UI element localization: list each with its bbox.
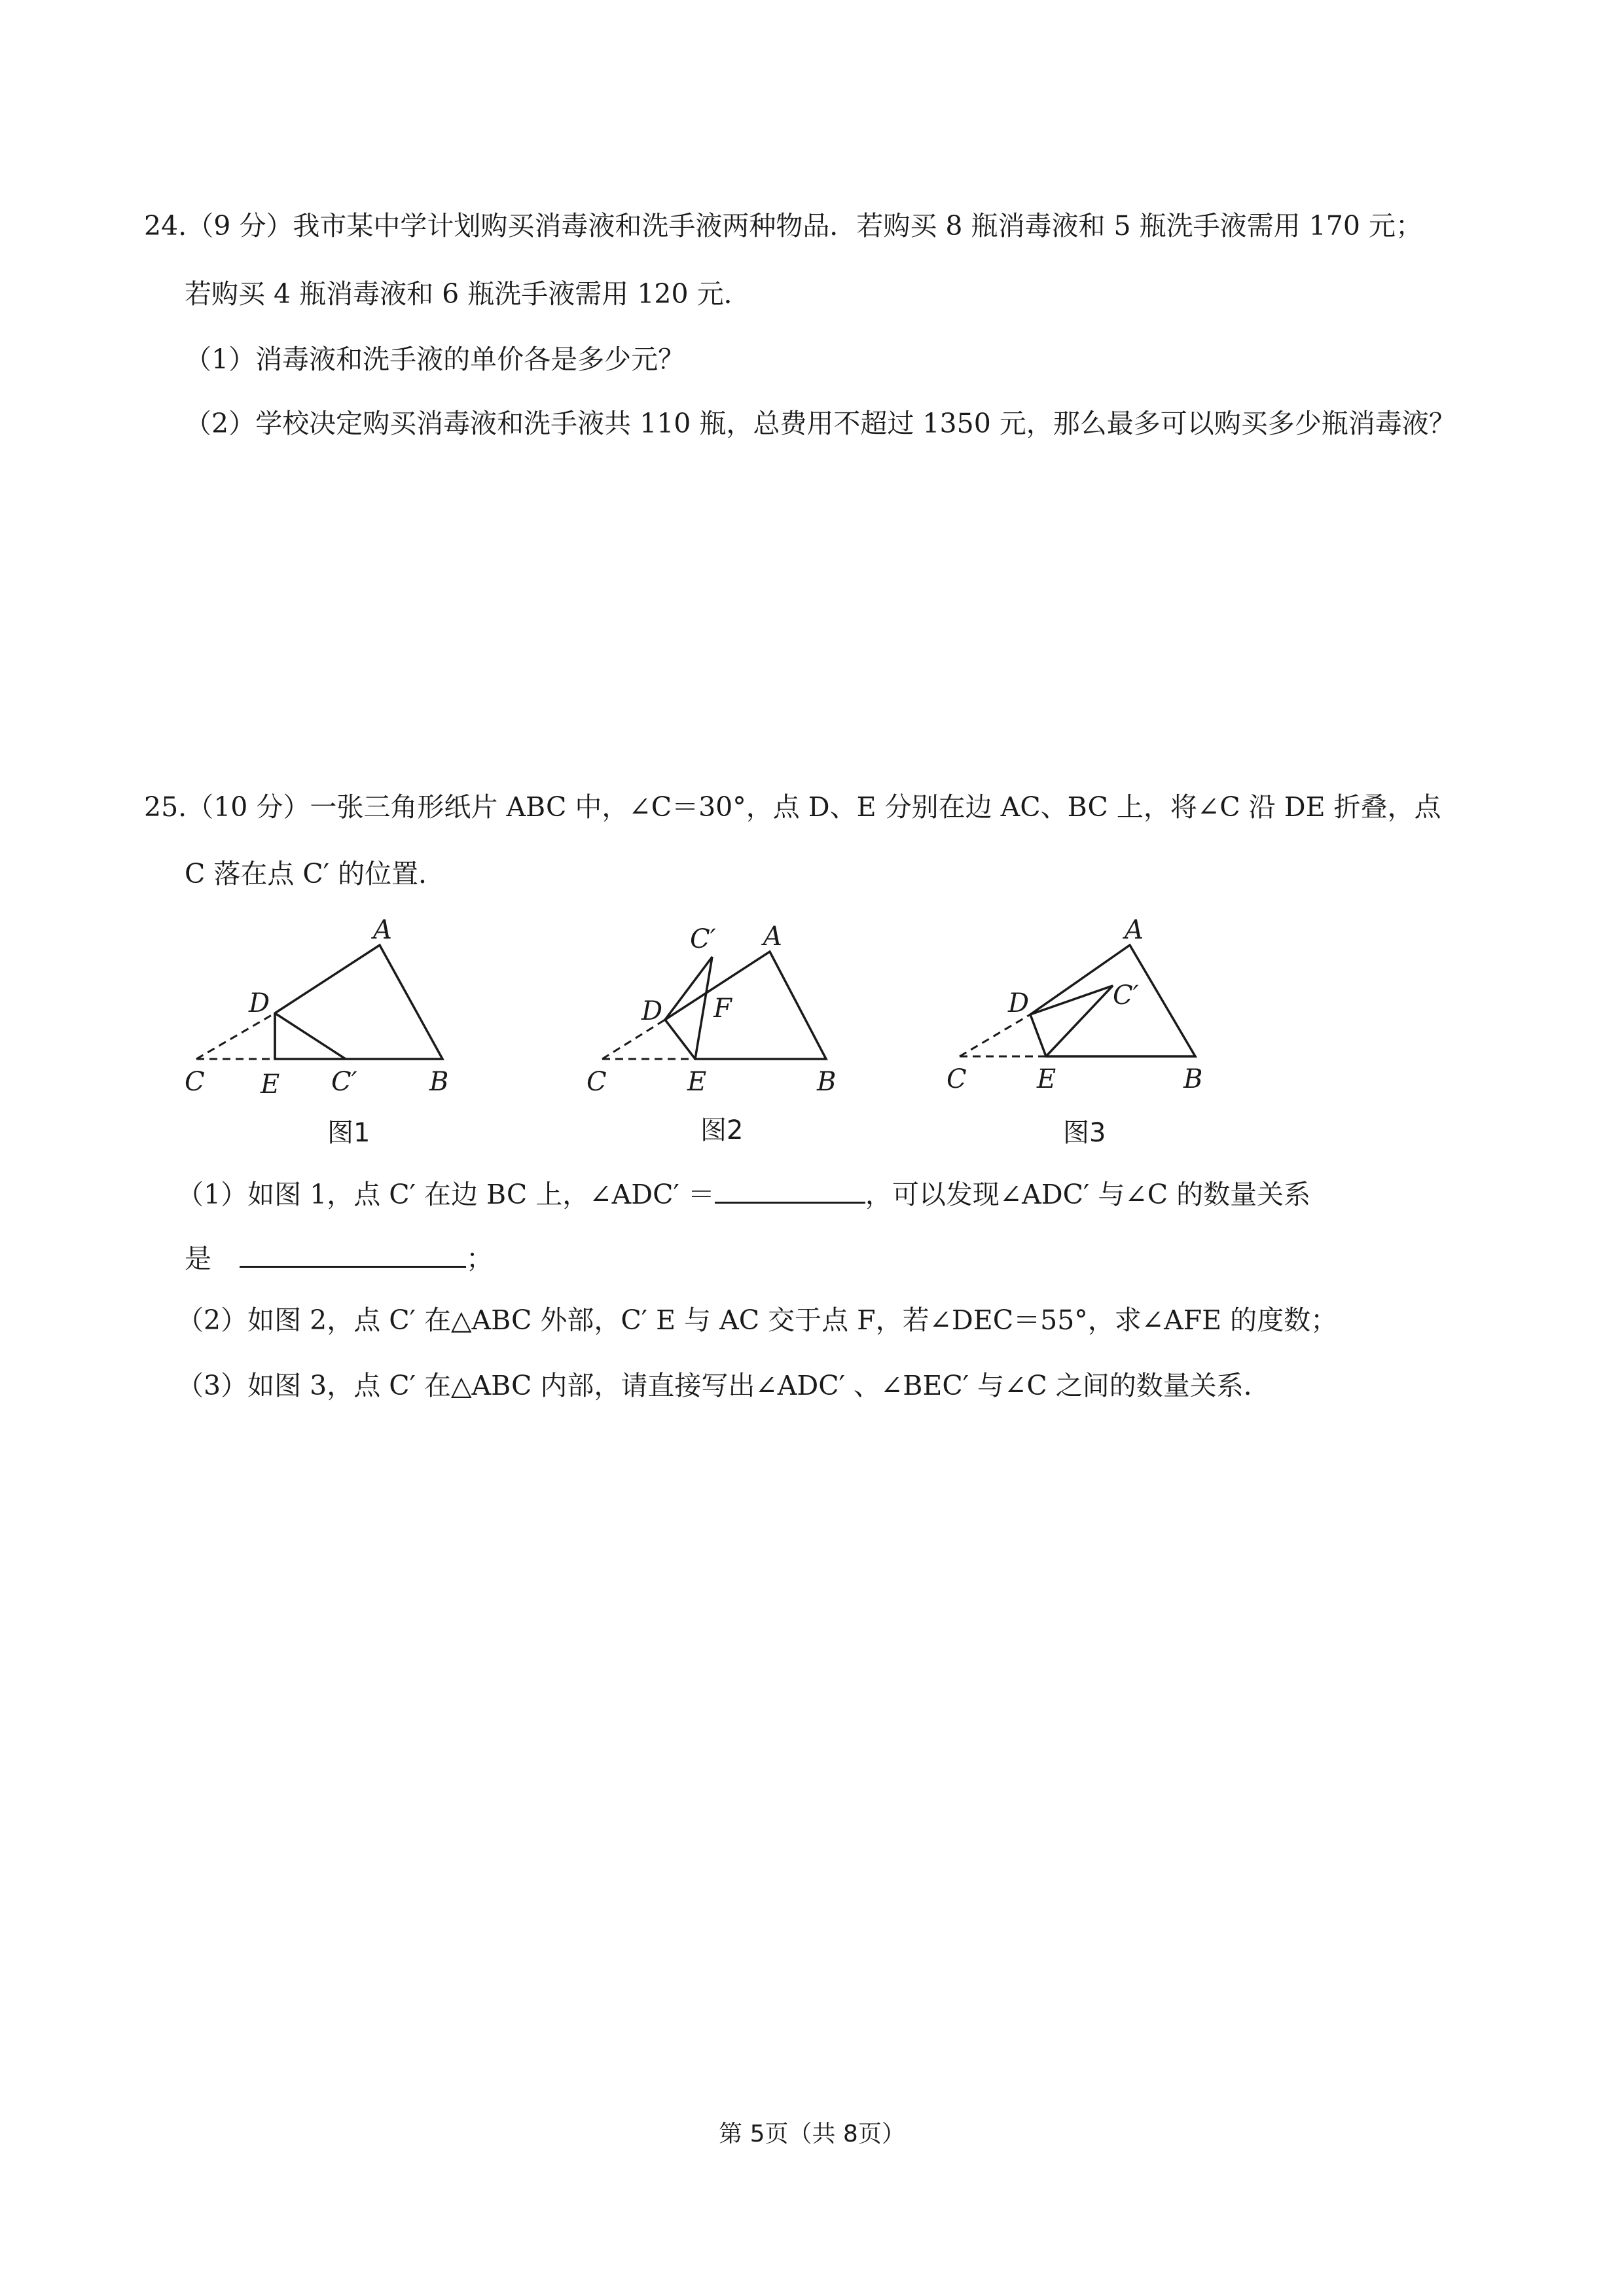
fig1-dc-prime xyxy=(275,1013,346,1059)
q25-sub1-part-d: ； xyxy=(466,1243,494,1274)
fig2-label-b: B xyxy=(817,1067,837,1097)
q25-sub1-row2 xyxy=(185,1242,493,1275)
q25-sub1-part-b: ，可以发现∠ADC′ 与∠C 的数量关系 xyxy=(865,1179,1311,1210)
q24-line1: 24.（9 分）我市某中学计划购买消毒液和洗手液两种物品．若购买 8 瓶消毒液和 5 瓶洗手液需用 170 元； xyxy=(144,210,1422,242)
q25-line2: C 落在点 C′ 的位置． xyxy=(185,858,446,889)
fig1-label-cprime: C′ xyxy=(331,1067,357,1097)
fig3-label-c: C xyxy=(947,1064,967,1094)
fig2-label-cprime: C′ xyxy=(690,924,716,954)
fig1-label-e: E xyxy=(261,1069,280,1100)
fig1-quad xyxy=(275,945,442,1059)
fig1-label-c: C xyxy=(185,1067,205,1097)
figure-3 xyxy=(947,915,1202,1148)
fig2-caption: 图2 xyxy=(700,1115,744,1145)
q24-line2: 若购买 4 瓶消毒液和 6 瓶洗手液需用 120 元． xyxy=(185,278,751,310)
fig1-cd-dashed xyxy=(196,1013,275,1059)
fig1-label-b: B xyxy=(429,1067,449,1097)
q25-sub3: （3）如图 3，点 C′ 在△ABC 内部，请直接写出∠ADC′ 、∠BEC′ 与∠C 之间的数量关系． xyxy=(177,1370,1271,1401)
fig3-caption: 图3 xyxy=(1063,1118,1106,1148)
fig2-label-e: E xyxy=(687,1067,707,1097)
fig2-label-d: D xyxy=(641,996,663,1026)
q25-sub1-blank-2[interactable] xyxy=(240,1242,466,1268)
fig2-label-c: C xyxy=(586,1067,607,1097)
fig2-label-f: F xyxy=(713,994,732,1024)
q24-sub2: （2）学校决定购买消毒液和洗手液共 110 瓶，总费用不超过 1350 元，那么最多可以购买多少瓶消毒液？ xyxy=(185,408,1456,439)
fig2-quad xyxy=(665,952,826,1059)
q25-line1: 25.（10 分）一张三角形纸片 ABC 中，∠C＝30°，点 D、E 分别在边 AC、BC 上，将∠C 沿 DE 折叠，点 xyxy=(144,791,1441,823)
q25-sub1-blank-1[interactable] xyxy=(715,1178,865,1204)
fig3-label-d: D xyxy=(1008,988,1030,1018)
figures-svg xyxy=(0,884,1624,1158)
fig1-label-d: D xyxy=(249,988,270,1018)
q25-sub1-part-a: （1）如图 1，点 C′ 在边 BC 上，∠ADC′ ＝ xyxy=(177,1179,715,1210)
q24-sub1: （1）消毒液和洗手液的单价各是多少元？ xyxy=(185,344,685,375)
fig3-label-e: E xyxy=(1037,1064,1056,1094)
fig3-label-b: B xyxy=(1183,1064,1203,1094)
fig2-label-a: A xyxy=(763,922,782,952)
figure-1 xyxy=(185,915,448,1148)
q25-sub1-part-c: 是 xyxy=(185,1243,211,1274)
fig3-label-cprime: C′ xyxy=(1113,980,1139,1011)
figure-2 xyxy=(586,922,836,1145)
fig1-caption: 图1 xyxy=(327,1118,370,1148)
q25-sub2: （2）如图 2，点 C′ 在△ABC 外部，C′ E 与 AC 交于点 F，若∠DEC＝55°，求∠AFE 的度数； xyxy=(177,1304,1338,1336)
fig1-label-a: A xyxy=(373,915,392,945)
fig2-folded-triangle xyxy=(665,957,712,1059)
q25-sub1-row xyxy=(177,1178,1310,1211)
fig3-cd-dashed xyxy=(960,1014,1030,1056)
fig3-label-a: A xyxy=(1125,915,1144,945)
page-footer: 第 5页（共 8页） xyxy=(719,2121,905,2147)
